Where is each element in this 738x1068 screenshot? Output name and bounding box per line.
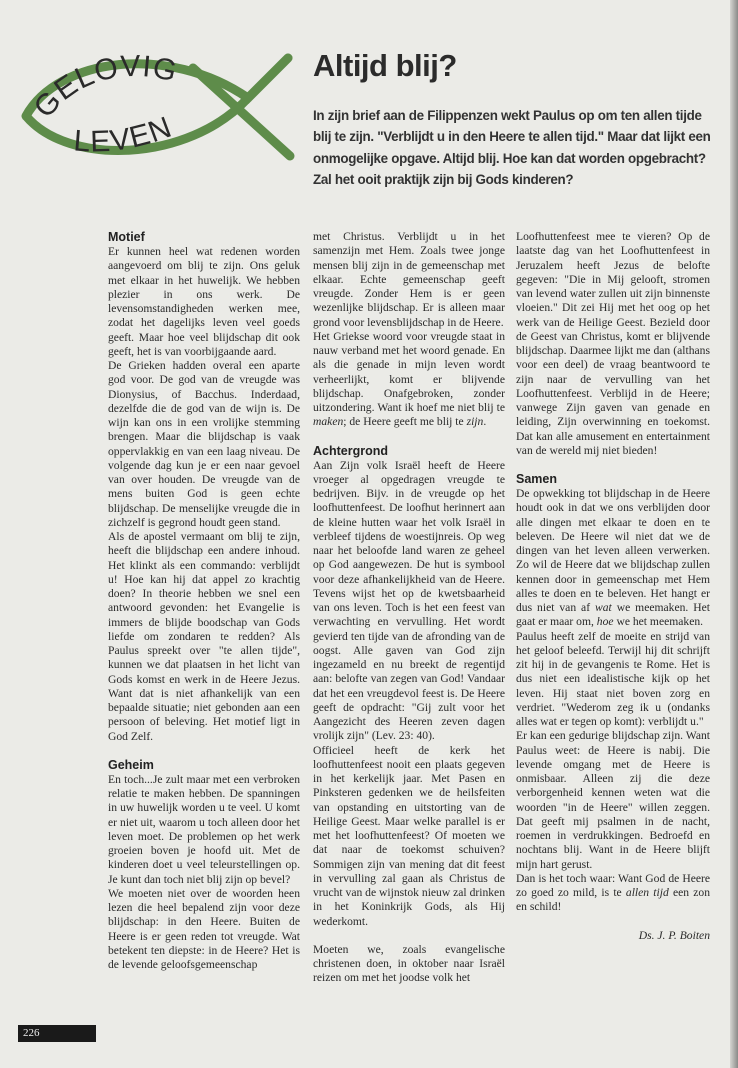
text-run: Paulus heeft zelf de moeite en strijd van het geloof beleefd. Terwijl hij dit schrijft zit hij in de gevangenis te Rome. Het is dus niet een idealistische kijk op het leven. Hij staat niet boven zorg en verdriet. "Wederom zeg ik u (ondanks alles wat er tegen op komt): verblijdt u." bbox=[516, 629, 710, 728]
emphasis: wat bbox=[595, 601, 612, 614]
emphasis: allen tijd bbox=[625, 886, 669, 899]
text-run: Dan is het toch waar: Want God de Heere zo goed zo mild, is te bbox=[516, 871, 710, 899]
text-run: . bbox=[483, 415, 487, 429]
paragraph bbox=[108, 887, 300, 973]
paragraph bbox=[313, 330, 505, 430]
paragraph bbox=[516, 630, 710, 730]
paragraph bbox=[516, 487, 710, 630]
paragraph bbox=[516, 230, 710, 458]
text-run: De Grieken hadden overal een aparte god voor. De god van de vreugde was Dionysius, of Bacchus. Inderdaad, dezelfde die de god van de wijn is. De wijn kan ons in een vrolijke stemming brengen. Maar die blijdschap is vaak oppervlakkig en van een laag niveau. De volgende dag kun je er een naar gevoel van over houden. De vreugde van de mens buiten God is geen echte blijdschap. De menselijke vreugde die in zichzelf is gegrond houdt geen stand. bbox=[108, 359, 300, 529]
text-run: een zon en schild! bbox=[516, 886, 710, 914]
article-intro: In zijn brief aan de Filippenzen wekt Paulus op om ten allen tijde blij te zijn. "Verblijdt u in den Heere te allen tijd." Maar dat lijkt een onmogelijke opgave. Altijd blij. Hoe kan dat worden opgebracht? Zal het ooit praktijk zijn bij Gods kinderen? bbox=[313, 108, 711, 187]
paragraph bbox=[108, 359, 300, 530]
text-run: Er kunnen heel wat redenen worden aangevoerd om blij te zijn. Ons geluk met elkaar in het huwelijk. We hebben plezier in ons werk. De levensomstandigheden werken mee, zodat het dagelijks leven veel goeds geeft. Maar hoe veel blijdschap dit ook geeft, het is van voorbijgaande aard. bbox=[108, 245, 300, 358]
spacer bbox=[313, 929, 505, 943]
column-2 bbox=[313, 230, 505, 986]
text-run: ; de Heere geeft me blij te bbox=[343, 415, 467, 429]
paragraph bbox=[108, 530, 300, 744]
text-run: met Christus. Verblijdt u in het samenzijn met Hem. Zoals twee jonge mensen blij zijn in de gemeenschap met elkaar. Echte gemeenschap geeft vreugde. Zonder Hem is er geen wezenlijke blijdschap. Er is alleen maar grond voor levensblijdschap in de Heere. bbox=[313, 230, 505, 329]
section-heading: Geheim bbox=[108, 757, 154, 772]
spacer bbox=[108, 744, 300, 758]
text-run: Loofhuttenfeest mee te vieren? Op de laatste dag van het Loofhuttenfeest in Jeruzalem heeft Jezus de belofte gegeven: "Die in Mij gelooft, stromen van levend water zullen uit zijn binnenste vloeien." Dit zei Hij met het oog op het werk van de Heilige Geest. Bezield door de Geest van Christus, komt er blijvende blijdschap. Daarmee lijkt me dan (althans voor een deel) de vraag beantwoord te zijn naar de vervulling van het Loofhuttenfeest. Verblijd in de Heere; vanwege Zijn gaven van genade en leiding, Zijn overwinning en toekomst. Dat kan alle amusement en entertainment van de wereld mij niet bieden! bbox=[516, 230, 710, 457]
paragraph bbox=[108, 773, 300, 887]
page-number: 226 bbox=[18, 1025, 96, 1042]
paragraph bbox=[313, 230, 505, 330]
paragraph bbox=[516, 872, 710, 915]
emphasis: maken bbox=[313, 415, 344, 429]
text-run: Als de apostel vermaant om blij te zijn, heeft die blijdschap een andere inhoud. Het klinkt als een commando: verblijdt u! Hoe kan hij dat appel zo krachtig doen? In theorie hebben we snel een antwoord gevonden: het Evangelie is immers de blijde boodschap van Gods liefde om zondaren te redden? Als Paulus spreekt over "te allen tijde", kunnen we dat plaatsen in het licht van Gods komst en werk in de Heere Jezus. Want dat is niet afhankelijk van een bepaalde situatie; niet gebonden aan een persoon of beleving. Het motief ligt in God Zelf. bbox=[108, 530, 300, 743]
paragraph bbox=[516, 729, 710, 872]
column-3 bbox=[516, 230, 710, 943]
article-title: Altijd blij? bbox=[313, 48, 457, 83]
text-run: De opwekking tot blijdschap in de Heere houdt ook in dat we ons verblijden door alle dingen met elkaar te doen en te beleven. De Heere wil niet dat we de dingen van het leven alleen verwerken. Zo wil de Heere dat we blijdschap zullen kennen door in gemeenschap met Hem alles te doen en te beleven. Het hangt er dus niet van af bbox=[516, 487, 710, 614]
column-1 bbox=[108, 230, 300, 972]
text-run: Officieel heeft de kerk het loofhuttenfeest nooit een plaats gegeven in het kerkelijk jaar. Met Pasen en Pinksteren gedenken we de heilsfeiten van opstanding en uitstorting van de Heilige Geest. Maar welke parallel is er met het loofhuttenfeest? Of moeten we dat naar de toekomst schuiven? Sommigen zijn van mening dat dit feest in vervulling zal gaan als Christus de vrucht van de wijnstok nieuw zal drinken in het Koninkrijk Gods, als Hij wederkomt. bbox=[313, 743, 505, 928]
text-run: Het Griekse woord voor vreugde staat in nauw verband met het woord genade. En als die genade in mijn leven wordt verheerlijkt, komt er blijvende blijdschap. Onafgebroken, zonder uitzondering. Want ik hoef me niet blij te bbox=[313, 329, 505, 414]
author-signature: Ds. J. P. Boiten bbox=[638, 928, 710, 942]
spacer bbox=[516, 458, 710, 472]
text-run: En toch...Je zult maar met een verbroken relatie te maken hebben. De spanningen in uw huwelijk worden u te veel. U komt er niet uit, waarom u toch alleen door het leven moet. De problemen op het werk groeien boven je hoofd uit. Met de kinderen doet u veel teleurstellingen op. Je kunt dan toch niet blij zijn op bevel? bbox=[108, 772, 300, 886]
spacer bbox=[313, 430, 505, 444]
text-run: Aan Zijn volk Israël heeft de Heere vroeger al opgedragen vreugde te bedrijven. Bijv. in de vreugde op het loofhuttenfeest. De loofhut herinnert aan de kleine hutten waar het volk Israël in verbleef tijdens de woestijnreis. Op weg naar het beloofde land waren ze geheel op God aangewezen. De hut is symbool voor deze afhankelijkheid van de Heere. Tevens wijst het op de kwetsbaarheid van ons leven. Toch is het een feest van verwachting en vervulling. Het wordt gevierd ten tijde van de afronding van de oogst. Alle gaven van God zijn ingezameld en nu breekt de regentijd aan: belofte van zegen van God! Vandaar dat het een vreugdevol feest is. De Heere geeft de opdracht: "Gij zult voor het Aangezicht des Heeren zeven dagen vrolijk zijn" (Lev. 23: 40). bbox=[313, 458, 505, 743]
paragraph bbox=[108, 245, 300, 359]
text-run: we meemaken. Het gaat er maar om, bbox=[516, 601, 710, 629]
section-heading: Achtergrond bbox=[313, 443, 388, 458]
section-heading: Motief bbox=[108, 230, 145, 244]
text-run: we het meemaken. bbox=[613, 615, 704, 629]
fish-logo bbox=[18, 38, 303, 168]
text-run: Er kan een gedurige blijdschap zijn. Want Paulus weet: de Heere is nabij. Die levende omgang met de Heere is onmisbaar. Alleen zij die deze verborgenheid kennen weten wat die woorden "in de Heere" willen zeggen. Dat geeft mij psalmen in de nacht, roemen in verdrukkingen. Bedroefd en nochtans blij. Want in de Heere blijft mijn hart gerust. bbox=[516, 729, 710, 871]
svg-text:LEVEN bbox=[72, 110, 176, 158]
text-run: We moeten niet over de woorden heen lezen die heel bepalend zijn voor deze blijdschap: in den Heere. Buiten de Heere is er geen reden tot vreugde. Wat betekent ten diepste: in de Heere? Het is de levende geloofsgemeenschap bbox=[108, 886, 300, 971]
emphasis: zijn bbox=[466, 415, 484, 429]
paragraph bbox=[313, 744, 505, 929]
paragraph bbox=[313, 943, 505, 986]
emphasis: hoe bbox=[596, 615, 614, 629]
section-heading: Samen bbox=[516, 472, 557, 486]
logo-top-word: GELOVIG bbox=[27, 49, 181, 125]
scan-edge bbox=[730, 0, 738, 1068]
logo-bottom-word: LEVEN bbox=[72, 110, 177, 159]
paragraph bbox=[313, 459, 505, 744]
text-run: Moeten we, zoals evangelische christenen doen, in oktober naar Israël reizen om met het joodse volk het bbox=[313, 942, 505, 985]
